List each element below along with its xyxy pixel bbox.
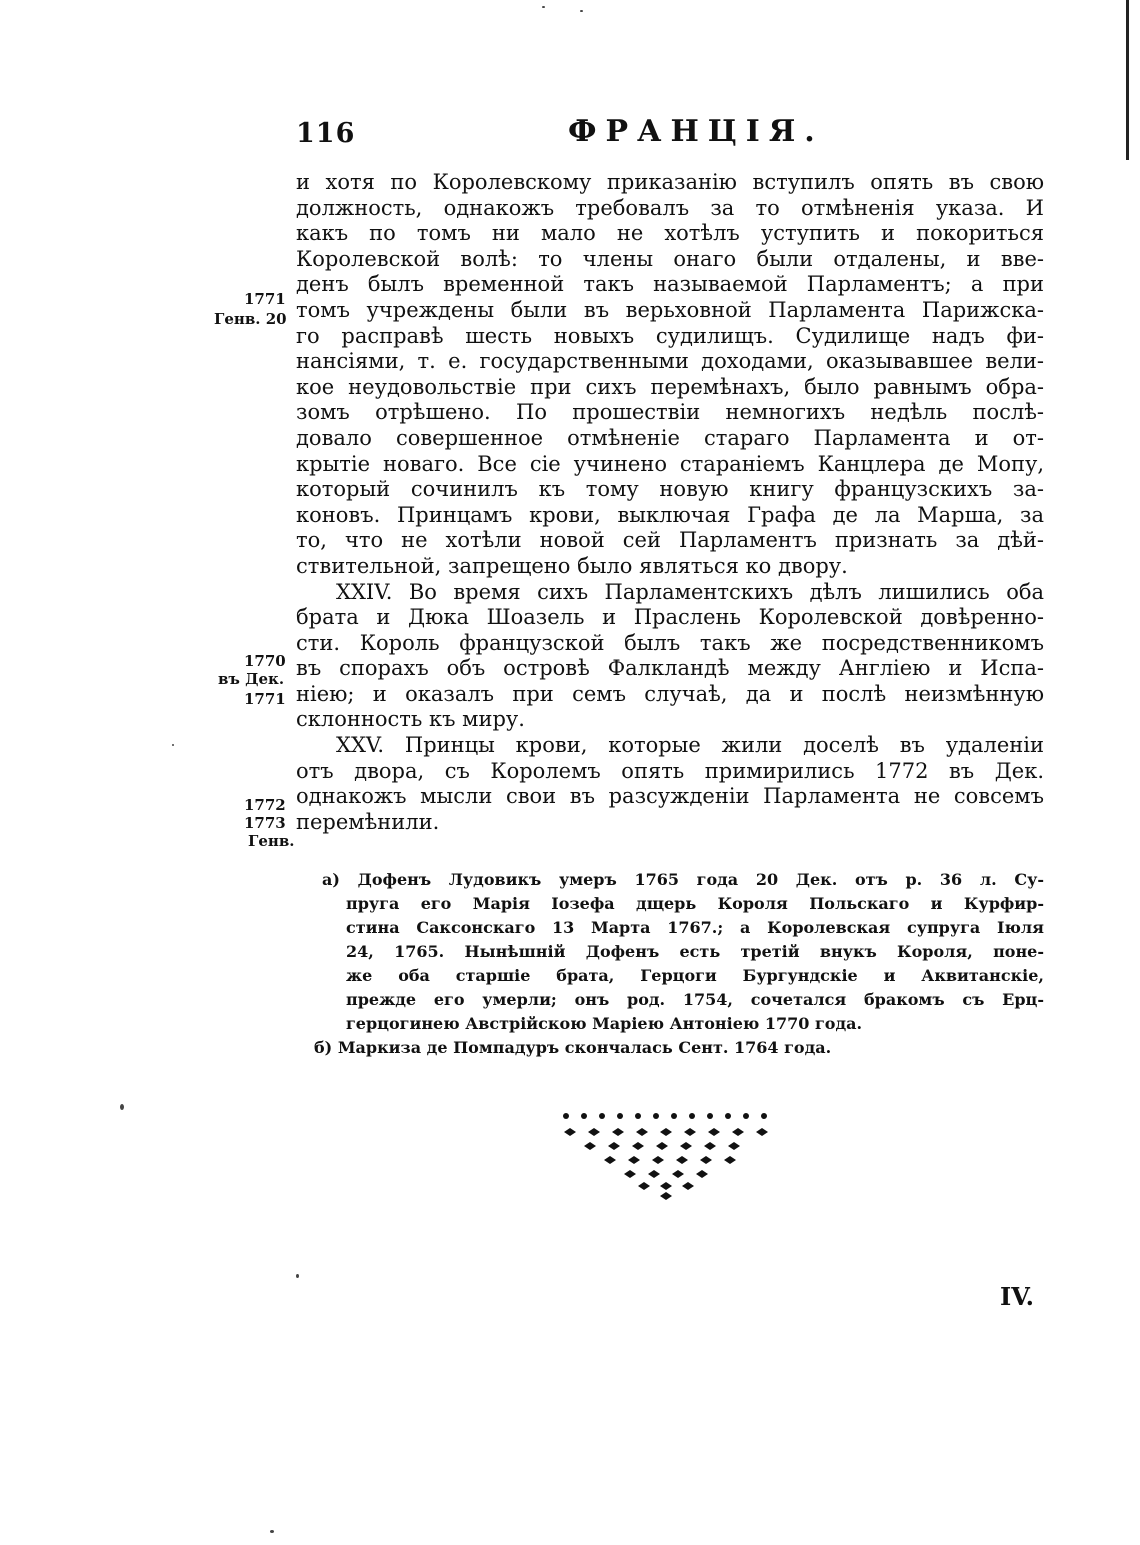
- footnote-line: герцогинею Австрійскою Маріею Антоніею 1770 года.: [346, 1014, 863, 1033]
- text-line: то, что не хотѣли новой сей Парламентъ признать за дѣй-: [296, 528, 1044, 553]
- text-line: Королевской волѣ: то члены онаго были отдалены, и вве-: [296, 246, 1044, 271]
- footnote-line: а) Дофенъ Лудовикъ умеръ 1765 года 20 Дек. отъ р. 36 л. Су-: [322, 870, 1044, 889]
- text-line: томъ учреждены были въ верьховной Парламента Парижска-: [296, 297, 1044, 322]
- page-number: 116: [296, 118, 356, 149]
- footnote-line: же оба старшіе брата, Герцоги Бургундскіе и Аквитанскіе,: [346, 966, 1044, 985]
- signature-mark: IV.: [1000, 1282, 1035, 1311]
- text-line: который сочинилъ къ тому новую книгу французскихъ за-: [296, 477, 1044, 502]
- text-line: го расправѣ шесть новыхъ судилищъ. Судилище надъ фи-: [296, 323, 1044, 348]
- margin-note-year: 1771: [244, 690, 286, 708]
- text-line: склонность къ миру.: [296, 707, 525, 732]
- section-start-line: XXIV. Во время сихъ Парламентскихъ дѣлъ лишились оба: [336, 579, 1044, 604]
- ornament-triangle: [560, 1110, 780, 1200]
- text-line: нансіями, т. е. государственными доходами, оказывавшее вели-: [296, 349, 1044, 374]
- text-line: сти. Король французской былъ такъ же посредственникомъ: [296, 630, 1044, 655]
- text-line: денъ былъ временной такъ называемой Парламентъ; а при: [296, 272, 1044, 297]
- margin-note-year: 1773: [244, 814, 286, 832]
- footnote-line: б) Маркиза де Помпадуръ скончалась Сент. 1764 года.: [314, 1038, 832, 1057]
- margin-note-year: 1772: [244, 796, 286, 814]
- text-line: кое неудовольствіе при сихъ перемѣнахъ, было равнымъ обра-: [296, 374, 1044, 399]
- text-line: брата и Дюка Шоазель и Праслень Королевской довѣренно-: [296, 605, 1044, 630]
- main-text: [296, 170, 1044, 835]
- text-line: какъ по томъ ни мало не хотѣлъ уступить и покориться: [296, 221, 1044, 246]
- footnotes: [298, 868, 1044, 1060]
- margin-note-date: Генв. 20: [214, 310, 287, 328]
- text-line: ніею; и оказалъ при семъ случаѣ, да и послѣ неизмѣнную: [296, 681, 1044, 706]
- text-line: отъ двора, съ Королемъ опять примирились 1772 въ Дек.: [296, 758, 1044, 783]
- text-line: однакожъ мысли свои въ разсужденіи Парламента не совсемъ: [296, 784, 1044, 809]
- page-edge-line: [1126, 0, 1129, 160]
- text-line: и хотя по Королевскому приказанію вступилъ опять въ свою: [296, 170, 1044, 194]
- running-title: ФРАНЦІЯ.: [568, 114, 824, 149]
- margin-note-year: 1771: [244, 290, 286, 308]
- text-line: довало совершенное отмѣненіе стараго Парламента и от-: [296, 425, 1044, 450]
- margin-note-year: 1770: [244, 652, 286, 670]
- text-line: коновъ. Принцамъ крови, выключая Графа де ла Марша, за: [296, 502, 1044, 527]
- text-line: должность, однакожъ требовалъ за то отмѣненія указа. И: [296, 195, 1044, 220]
- margin-note-date: въ Дек.: [218, 670, 285, 688]
- text-line: ствительной, запрещено было являться ко двору.: [296, 553, 848, 578]
- footnote-line: прежде его умерли; онъ род. 1754, сочетался бракомъ съ Ерц-: [346, 990, 1044, 1009]
- text-line: крытіе новаго. Все сіе учинено стараніемъ Канцлера де Мопу,: [296, 451, 1044, 476]
- footnote-line: стина Саксонскаго 13 Марта 1767.; а Королевская супруга Іюля: [346, 918, 1044, 937]
- footnote-line: 24, 1765. Нынѣшній Дофенъ есть третій внукъ Короля, поне-: [346, 942, 1044, 961]
- page-header: [296, 114, 1066, 158]
- section-start-line: XXV. Принцы крови, которые жили доселѣ въ удаленіи: [336, 733, 1044, 758]
- footnote-line: пруга его Марія Іозефа дщерь Короля Польскаго и Курфир-: [346, 894, 1044, 913]
- text-line: перемѣнили.: [296, 809, 440, 834]
- text-line: въ спорахъ объ островѣ Фалкландѣ между Англіею и Испа-: [296, 656, 1044, 681]
- text-line: зомъ отрѣшено. По прошествіи немногихъ недѣль послѣ-: [296, 400, 1044, 425]
- margin-note-month: Генв.: [248, 832, 295, 850]
